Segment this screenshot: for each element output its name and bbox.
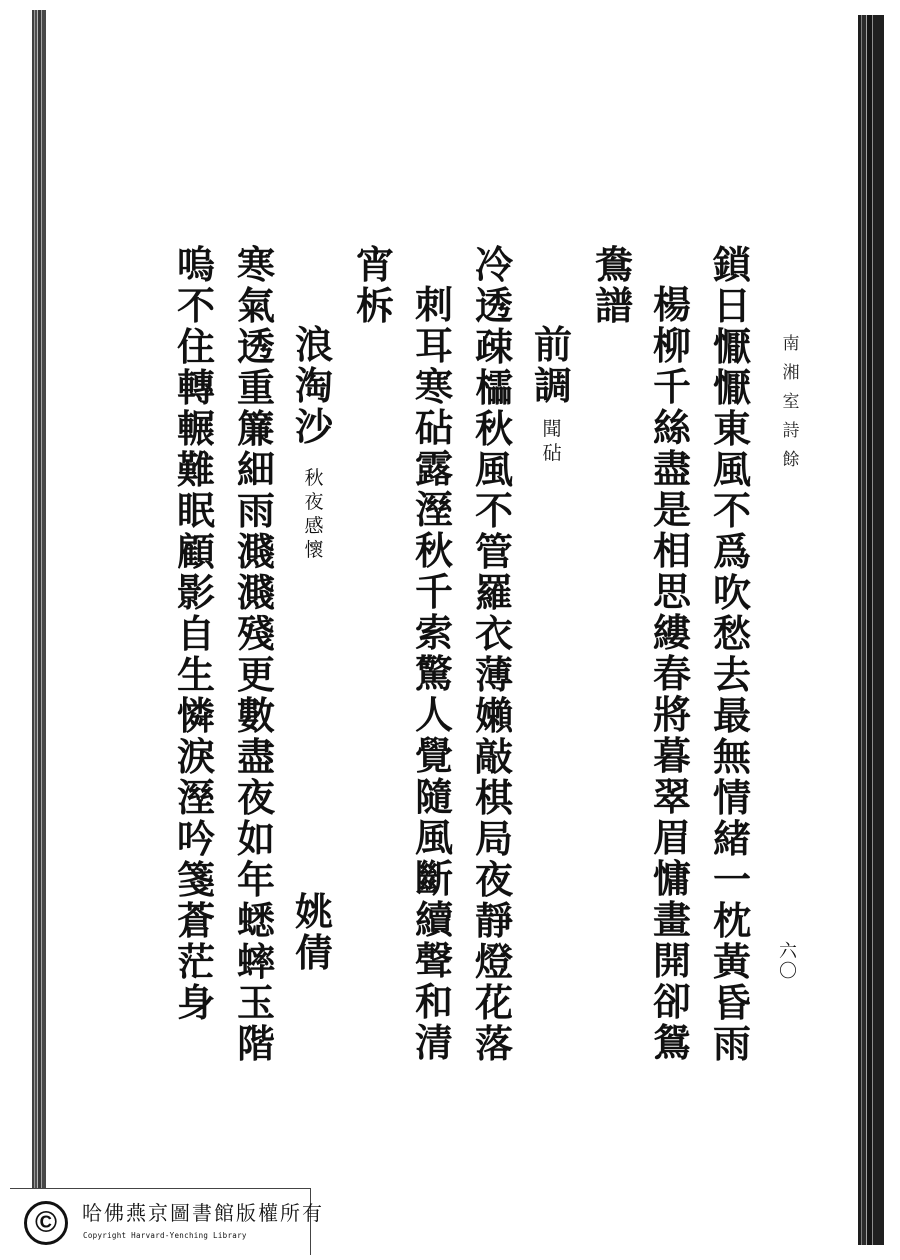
glyph: 蟀 [236, 939, 275, 984]
glyph: 隨 [414, 774, 453, 819]
glyph: 轉 [176, 365, 215, 410]
glyph: 情 [712, 775, 751, 820]
glyph: 黃 [712, 939, 751, 984]
glyph: 絲 [652, 405, 691, 450]
glyph: 薄 [474, 652, 513, 697]
glyph: 前 [533, 322, 572, 367]
glyph: 餘 [782, 450, 800, 470]
glyph: 羅 [474, 570, 513, 615]
glyph: 數 [236, 693, 275, 738]
glyph: 斷 [414, 856, 453, 901]
glyph: 楊 [652, 282, 691, 327]
glyph: 自 [176, 611, 215, 656]
glyph: 千 [414, 569, 453, 614]
glyph: 聲 [414, 938, 453, 983]
glyph: 〇 [779, 961, 797, 982]
glyph: 將 [652, 692, 691, 737]
poem2-subtitle [541, 417, 563, 465]
poem3-subtitle [303, 466, 325, 562]
glyph: 吹 [712, 570, 751, 615]
glyph: 殘 [236, 611, 275, 656]
glyph: 眉 [652, 815, 691, 860]
glyph: 風 [712, 447, 751, 492]
glyph: 如 [236, 816, 275, 861]
glyph: 靜 [474, 898, 513, 943]
glyph: 懷 [304, 539, 324, 561]
glyph: 譜 [594, 283, 633, 328]
glyph: 氣 [236, 283, 275, 328]
glyph: 沙 [294, 404, 333, 449]
glyph: 秋 [414, 528, 453, 573]
glyph: 衣 [474, 611, 513, 656]
poem3-title [292, 324, 336, 447]
poem3-author [292, 889, 336, 975]
glyph: 千 [652, 364, 691, 409]
glyph: 耳 [414, 323, 453, 368]
glyph: 倩 [294, 930, 333, 975]
glyph: 夜 [474, 857, 513, 902]
glyph: 思 [652, 569, 691, 614]
glyph: 盡 [236, 734, 275, 779]
glyph: 花 [474, 980, 513, 1025]
glyph: 宵 [355, 242, 394, 287]
glyph: 寒 [236, 242, 275, 287]
glyph: 柝 [355, 283, 394, 328]
glyph: 昏 [712, 980, 751, 1025]
glyph: 索 [414, 610, 453, 655]
running-header [781, 330, 801, 475]
glyph: 冷 [474, 242, 513, 287]
glyph: 聞 [542, 418, 562, 440]
glyph: 敲 [474, 734, 513, 779]
page-number [779, 942, 797, 982]
glyph: 翠 [652, 774, 691, 819]
glyph: 感 [304, 515, 324, 537]
poem1-line2 [650, 284, 694, 1063]
glyph: 枕 [712, 898, 751, 943]
poem3-line1 [234, 244, 278, 1064]
glyph: 詩 [782, 421, 800, 441]
glyph: 淘 [294, 363, 333, 408]
glyph: 顧 [176, 529, 215, 574]
page-left-edge [32, 10, 46, 1190]
glyph: 覺 [414, 733, 453, 778]
glyph: 秋 [474, 406, 513, 451]
glyph: 溼 [176, 775, 215, 820]
page-right-edge [858, 15, 884, 1245]
glyph: 透 [474, 283, 513, 328]
glyph: 相 [652, 528, 691, 573]
glyph: 清 [414, 1020, 453, 1065]
glyph: 砧 [542, 442, 562, 464]
glyph: 濺 [236, 570, 275, 615]
glyph: 雨 [236, 488, 275, 533]
poem2-title [531, 324, 575, 406]
glyph: 簾 [236, 406, 275, 451]
glyph: 刺 [414, 282, 453, 327]
glyph: 慵 [652, 856, 691, 901]
glyph: 南 [782, 334, 800, 354]
glyph: 棋 [474, 775, 513, 820]
glyph: 浪 [294, 322, 333, 367]
glyph: 露 [414, 446, 453, 491]
glyph: 嬾 [474, 693, 513, 738]
glyph: 細 [236, 447, 275, 492]
glyph: 六 [779, 941, 797, 962]
glyph: 湘 [782, 363, 800, 383]
poem1-line3 [592, 244, 636, 326]
glyph: 風 [414, 815, 453, 860]
glyph: 夜 [236, 775, 275, 820]
glyph: 雨 [712, 1021, 751, 1066]
glyph: 不 [474, 488, 513, 533]
glyph: 風 [474, 447, 513, 492]
glyph: 鴦 [594, 242, 633, 287]
glyph: 不 [712, 488, 751, 533]
glyph: 姚 [294, 889, 333, 934]
glyph: 縷 [652, 610, 691, 655]
glyph: 不 [176, 283, 215, 328]
glyph: 爲 [712, 529, 751, 574]
glyph: 無 [712, 734, 751, 779]
glyph: 鎖 [712, 242, 751, 287]
copyright-english: Copyright Harvard-Yenching Library [83, 1231, 247, 1240]
glyph: 階 [236, 1021, 275, 1066]
poem2-line3 [353, 244, 397, 326]
glyph: 驚 [414, 651, 453, 696]
glyph: 夜 [304, 491, 324, 513]
glyph: 櫺 [474, 365, 513, 410]
glyph: 眠 [176, 488, 215, 533]
glyph: 盡 [652, 446, 691, 491]
glyph: 更 [236, 652, 275, 697]
glyph: 重 [236, 365, 275, 410]
poem2-line2 [412, 284, 456, 1063]
glyph: 室 [782, 392, 800, 412]
glyph: 局 [474, 816, 513, 861]
glyph: 暮 [652, 733, 691, 778]
glyph: 一 [712, 857, 751, 902]
glyph: 去 [712, 652, 751, 697]
glyph: 難 [176, 447, 215, 492]
glyph: 箋 [176, 857, 215, 902]
glyph: 寒 [414, 364, 453, 409]
glyph: 淚 [176, 734, 215, 779]
glyph: 春 [652, 651, 691, 696]
glyph: 柳 [652, 323, 691, 368]
glyph: 透 [236, 324, 275, 369]
copyright-icon: © [24, 1201, 68, 1245]
glyph: 開 [652, 938, 691, 983]
glyph: 人 [414, 692, 453, 737]
glyph: 吟 [176, 816, 215, 861]
glyph: 畫 [652, 897, 691, 942]
glyph: 日 [712, 283, 751, 328]
glyph: 秋 [304, 467, 324, 489]
glyph: 身 [176, 980, 215, 1025]
copyright-stamp [10, 1188, 324, 1255]
glyph: 生 [176, 652, 215, 697]
glyph: 玉 [236, 980, 275, 1025]
glyph: 憐 [176, 693, 215, 738]
glyph: 蟋 [236, 898, 275, 943]
glyph: 嗚 [176, 242, 215, 287]
glyph: 和 [414, 979, 453, 1024]
glyph: 懨 [712, 365, 751, 410]
glyph: 是 [652, 487, 691, 532]
glyph: 影 [176, 570, 215, 615]
glyph: 濺 [236, 529, 275, 574]
glyph: 緒 [712, 816, 751, 861]
glyph: 最 [712, 693, 751, 738]
glyph: 燈 [474, 939, 513, 984]
glyph: 卻 [652, 979, 691, 1024]
glyph: 蒼 [176, 898, 215, 943]
glyph: 愁 [712, 611, 751, 656]
glyph: 茫 [176, 939, 215, 984]
glyph: 鴛 [652, 1020, 691, 1065]
glyph: 調 [533, 363, 572, 408]
glyph: 疎 [474, 324, 513, 369]
poem1-line1 [710, 244, 754, 1064]
glyph: 管 [474, 529, 513, 574]
poem2-line1 [472, 244, 516, 1064]
copyright-chinese: 哈佛燕京圖書館版權所有 [82, 1201, 324, 1225]
poem3-line2 [174, 244, 218, 1023]
glyph: 續 [414, 897, 453, 942]
glyph: 年 [236, 857, 275, 902]
glyph: 懨 [712, 324, 751, 369]
glyph: 溼 [414, 487, 453, 532]
glyph: 落 [474, 1021, 513, 1066]
glyph: 輾 [176, 406, 215, 451]
glyph: 住 [176, 324, 215, 369]
glyph: 東 [712, 406, 751, 451]
glyph: 砧 [414, 405, 453, 450]
